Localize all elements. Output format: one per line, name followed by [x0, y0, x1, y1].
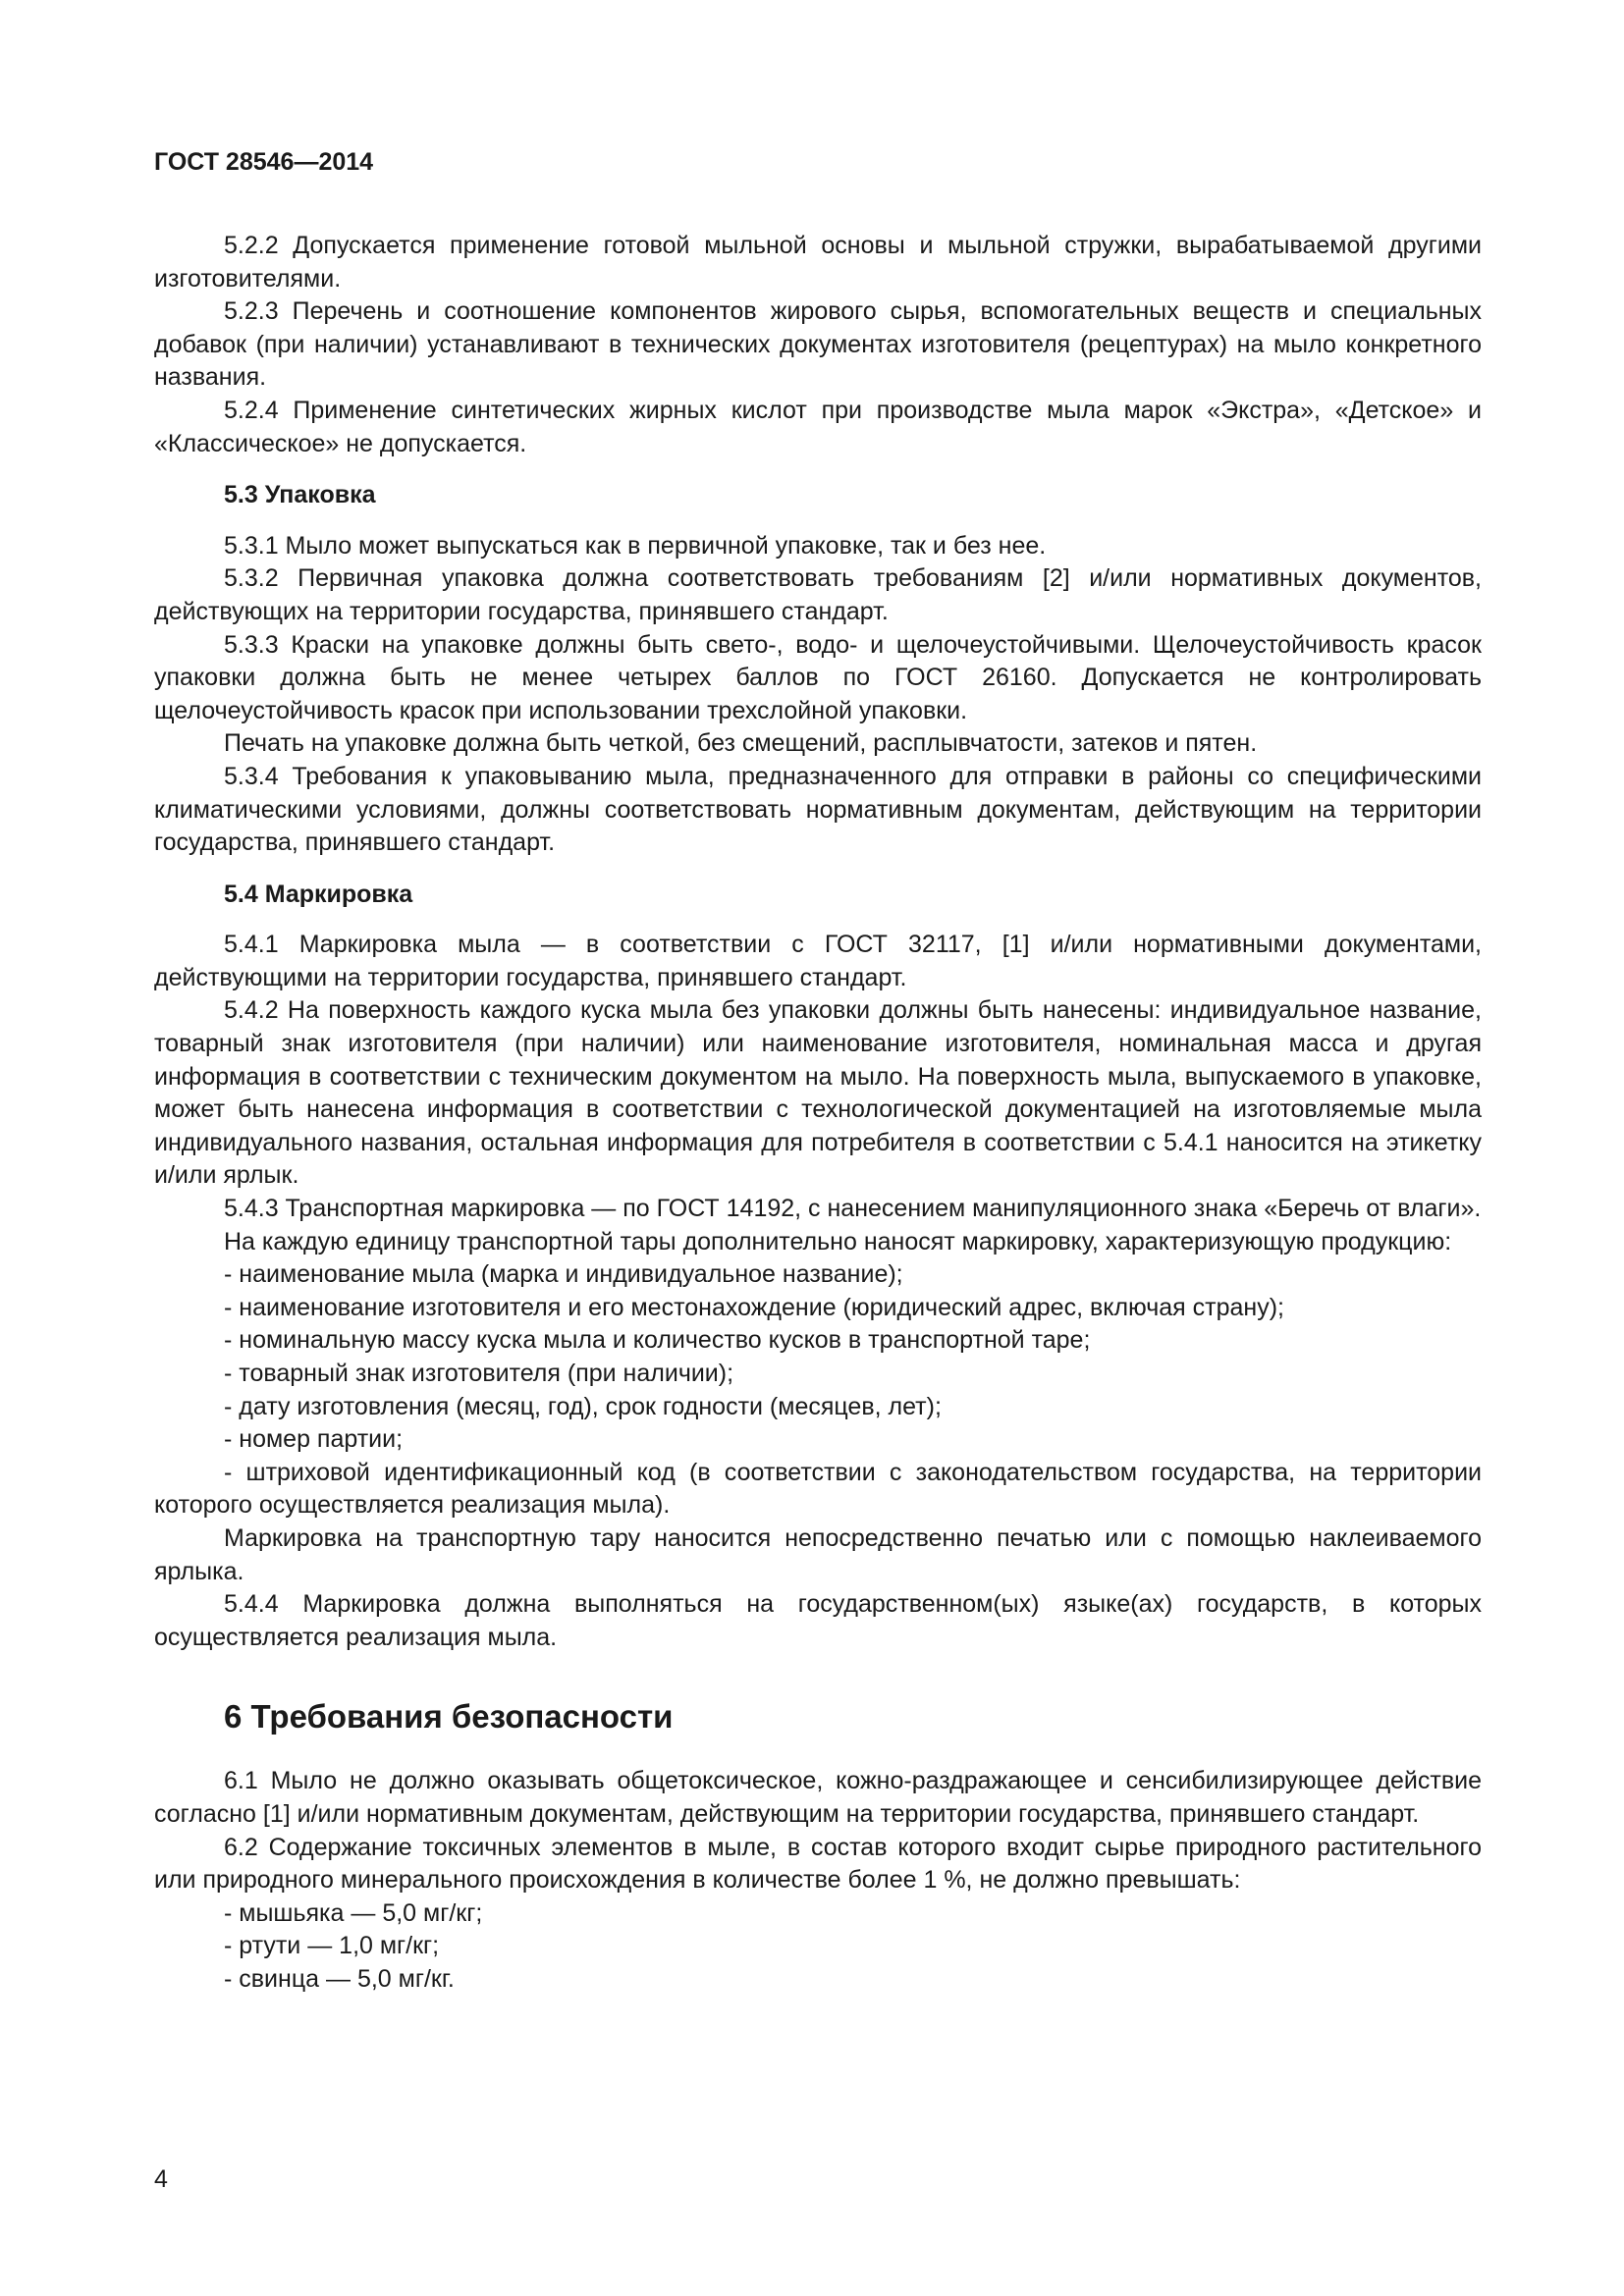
- paragraph-transport-label: Маркировка на транспортную тару наносится непосредственно печатью или с помощью наклеиваемого ярлыка.: [154, 1523, 1482, 1585]
- heading-6-safety-requirements: 6 Требования безопасности: [224, 1698, 674, 1735]
- list-item: - штриховой идентификационный код (в соответствии с законодательством государства, на территории которого осуществляется реализация мыла).: [154, 1458, 1482, 1520]
- paragraph-6-1: 6.1 Мыло не должно оказывать общетоксическое, кожно-раздражающее и сенсибилизирующее действие согласно [1] и/или нормативным документам, действующим на территории государства, принявшего стандарт.: [154, 1767, 1482, 1828]
- paragraph-5-4-2: 5.4.2 На поверхность каждого куска мыла без упаковки должны быть нанесены: индивидуальное название, товарный знак изготовителя (при наличии) или наименование изготовителя, номинальная масса и другая информация в соответствии с техническим документом на мыло. На поверхность мыла, выпускаемого в упаковке, может быть нанесена информация в соответствии с технологической документацией на изготовляемые мыла индивидуального названия, остальная информация для потребителя в соответствии с 5.4.1 наносится на этикетку и/или ярлык.: [154, 996, 1482, 1190]
- paragraph-5-2-3: 5.2.3 Перечень и соотношение компонентов жирового сырья, вспомогательных веществ и специальных добавок (при наличии) устанавливают в технических документах изготовителя (рецептурах) на мыло конкретного названия.: [154, 297, 1482, 392]
- paragraph-5-4-1: 5.4.1 Маркировка мыла — в соответствии с ГОСТ 32117, [1] и/или нормативными документами, действующими на территории государства, принявшего стандарт.: [154, 931, 1482, 991]
- document-code-header: ГОСТ 28546—2014: [154, 148, 374, 176]
- list-item: - дату изготовления (месяц, год), срок годности (месяцев, лет);: [224, 1392, 942, 1420]
- paragraph-5-3-1: 5.3.1 Мыло может выпускаться как в первичной упаковке, так и без нее.: [224, 531, 1047, 560]
- paragraph-6-2: 6.2 Содержание токсичных элементов в мыле, в состав которого входит сырье природного растительного или природного минерального происхождения в количестве более 1 %, не должно превышать:: [154, 1833, 1482, 1895]
- paragraph-5-2-4: 5.2.4 Применение синтетических жирных кислот при производстве мыла марок «Экстра», «Детское» и «Классическое» не допускается.: [154, 396, 1482, 457]
- paragraph-transport-intro: На каждую единицу транспортной тары дополнительно наносят маркировку, характеризующую продукцию:: [224, 1227, 1452, 1255]
- paragraph-print-quality: Печать на упаковке должна быть четкой, без смещений, расплывчатости, затеков и пятен.: [224, 729, 1258, 758]
- list-item: - номинальную массу куска мыла и количество кусков в транспортной таре;: [224, 1326, 1091, 1355]
- list-item: - наименование изготовителя и его местонахождение (юридический адрес, включая страну);: [224, 1293, 1285, 1321]
- heading-5-3-packaging: 5.3 Упаковка: [224, 481, 376, 509]
- paragraph-5-4-3: 5.4.3 Транспортная маркировка — по ГОСТ 14192, с нанесением манипуляционного знака «Беречь от влаги».: [224, 1195, 1482, 1223]
- toxic-elements-list: [154, 1897, 1482, 1997]
- list-item: - номер партии;: [224, 1425, 404, 1454]
- list-item: - мышьяка — 5,0 мг/кг;: [224, 1898, 483, 1927]
- paragraph-5-2-2: 5.2.2 Допускается применение готовой мыльной основы и мыльной стружки, вырабатываемой другими изготовителями.: [154, 232, 1482, 293]
- page-number: 4: [154, 2165, 168, 2193]
- heading-5-4-marking: 5.4 Маркировка: [224, 880, 413, 908]
- paragraph-5-3-2: 5.3.2 Первичная упаковка должна соответствовать требованиям [2] и/или нормативных документов, действующих на территории государства, принявшего стандарт.: [154, 564, 1482, 625]
- list-item: - товарный знак изготовителя (при наличии);: [224, 1360, 734, 1387]
- paragraph-5-3-3: 5.3.3 Краски на упаковке должны быть свето-, водо- и щелочеустойчивыми. Щелочеустойчивость красок упаковки должна быть не менее четырех баллов по ГОСТ 26160. Допускается не контролировать щелочеустойчивость красок при использовании трехслойной упаковки.: [154, 630, 1482, 724]
- paragraph-5-4-4: 5.4.4 Маркировка должна выполняться на государственном(ых) языке(ах) государств, в которых осуществляется реализация мыла.: [154, 1590, 1482, 1651]
- list-item: - наименование мыла (марка и индивидуальное название);: [224, 1260, 903, 1289]
- list-item: - ртути — 1,0 мг/кг;: [224, 1932, 440, 1960]
- list-item: - свинца — 5,0 мг/кг.: [224, 1964, 455, 1993]
- transport-marking-list: [154, 1258, 1482, 1522]
- paragraph-5-3-4: 5.3.4 Требования к упаковыванию мыла, предназначенного для отправки в районы со специфическими климатическими условиями, должны соответствовать нормативным документам, действующим на территории государства, принявшего стандарт.: [154, 762, 1482, 857]
- document-page: [154, 147, 1482, 1997]
